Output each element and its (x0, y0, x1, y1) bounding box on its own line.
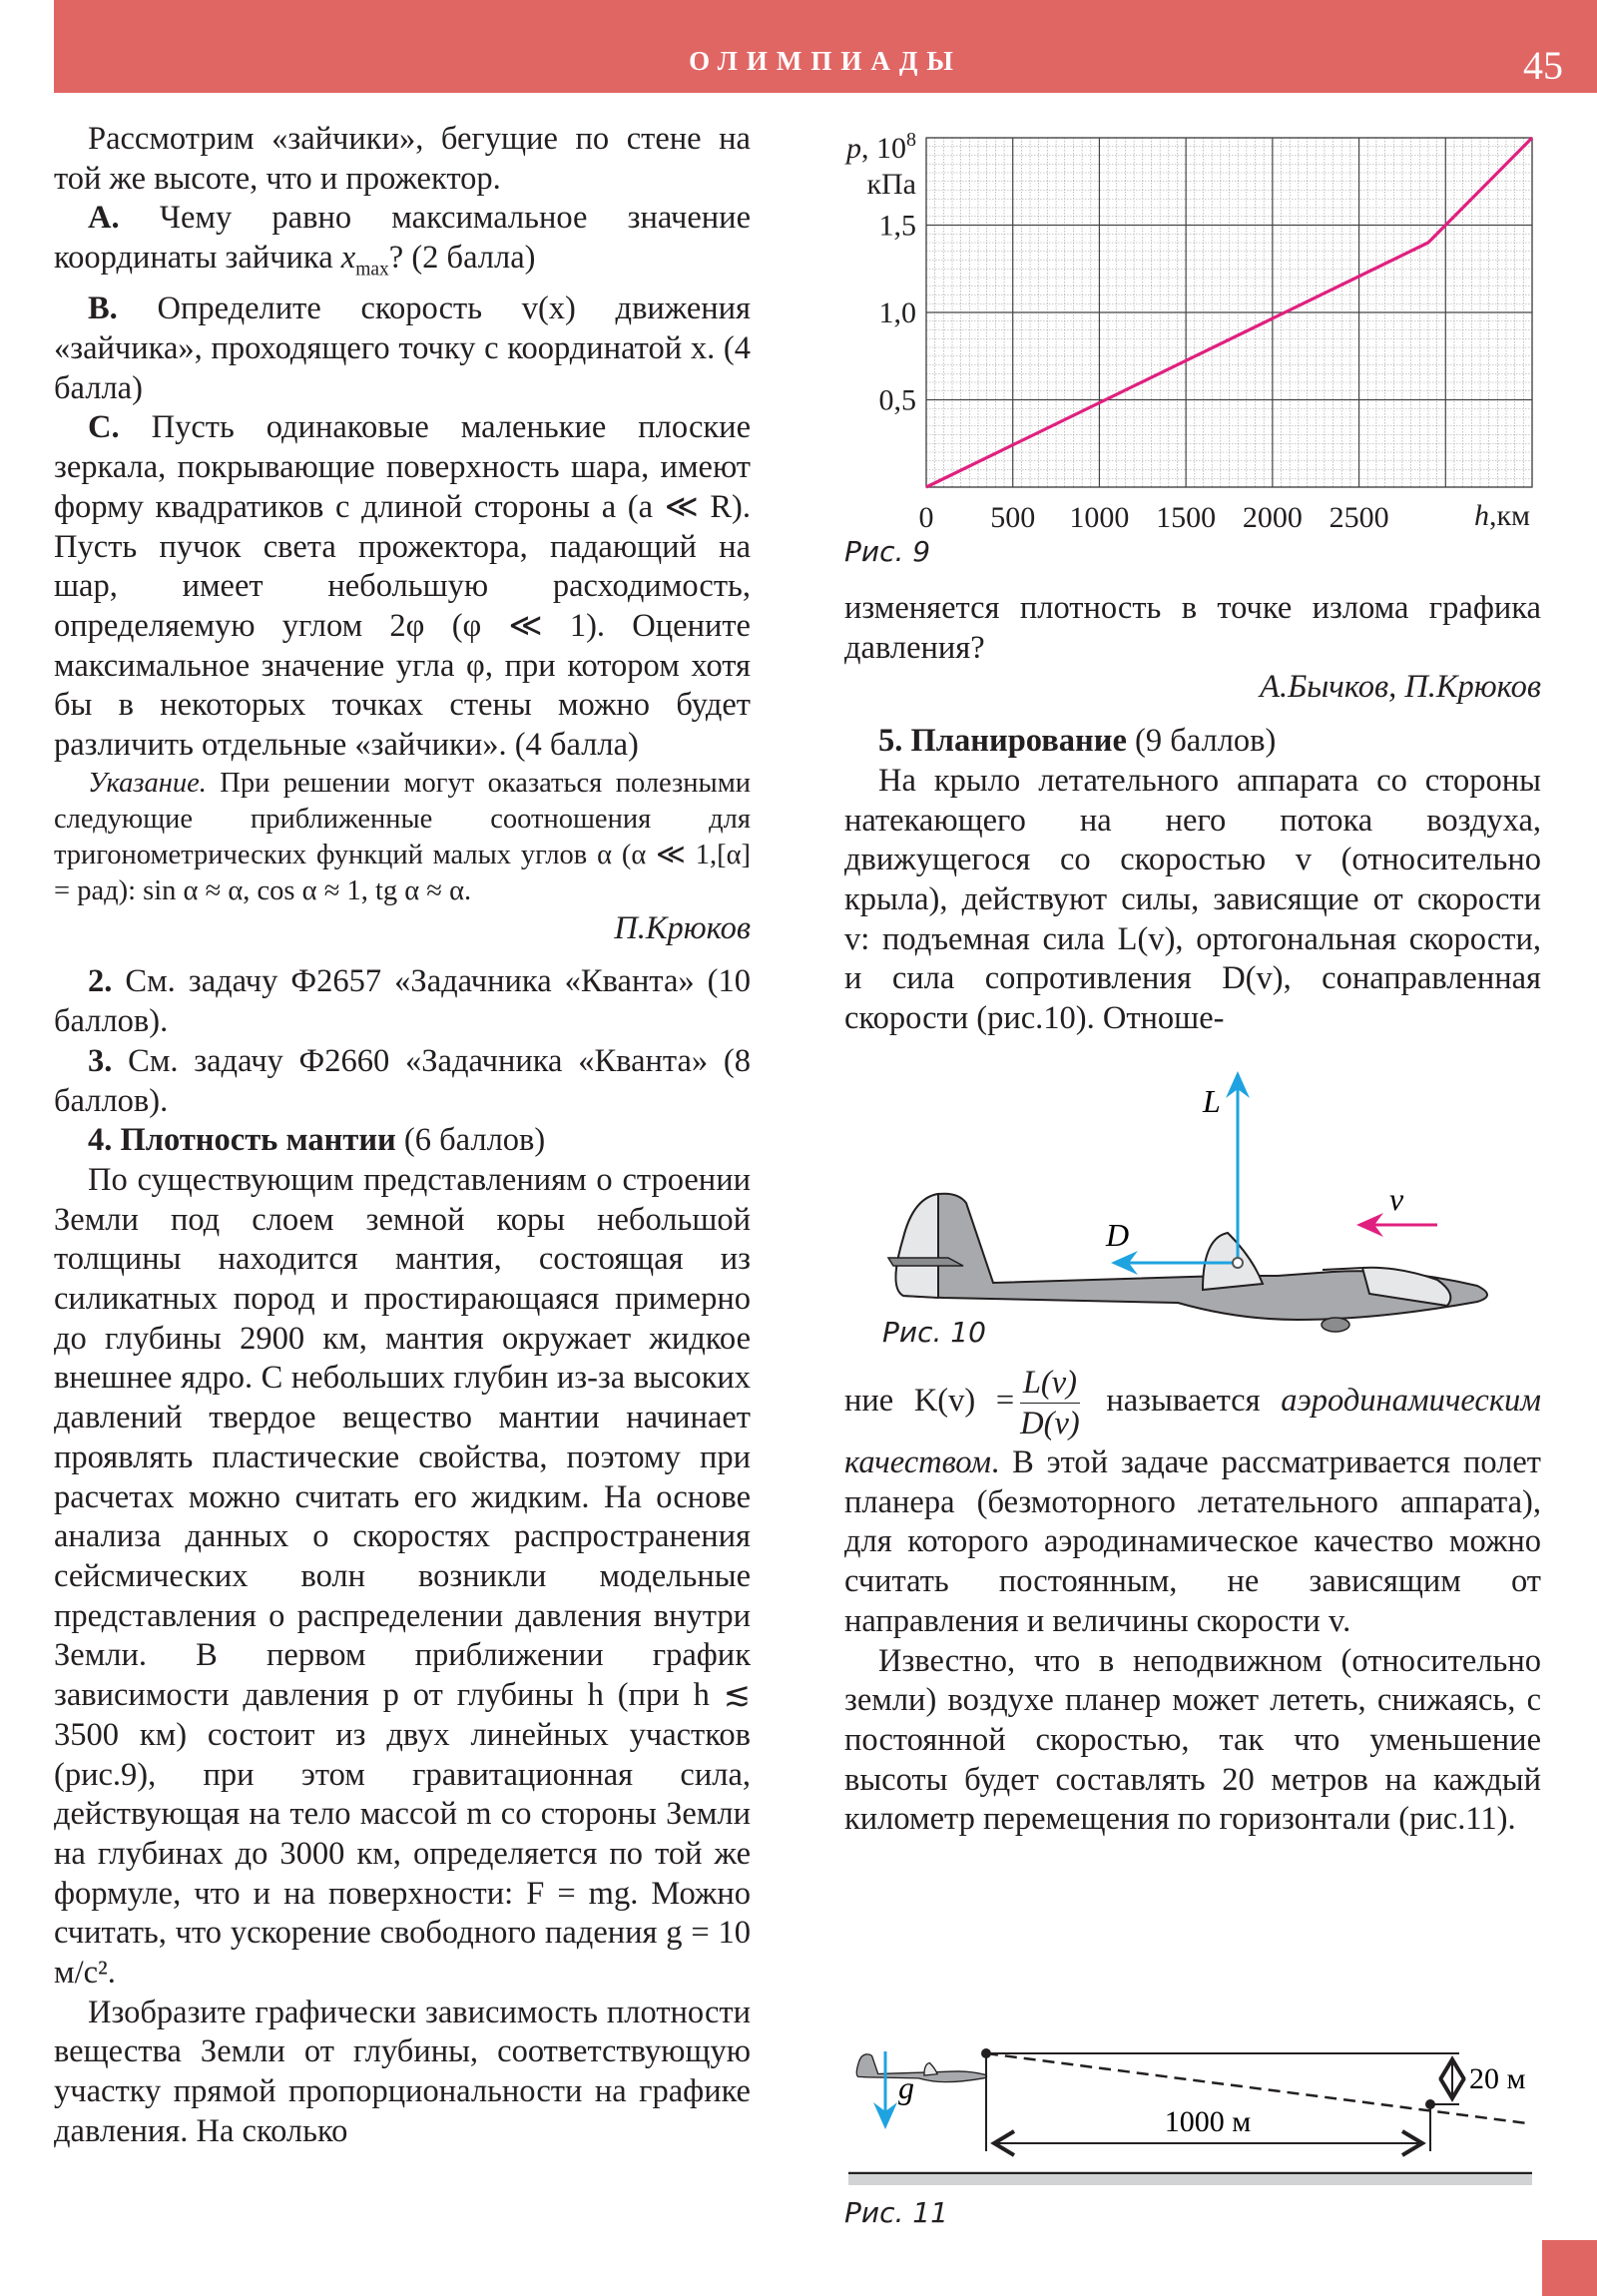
x-tick-label: 1000 (1069, 501, 1130, 534)
ground (848, 2174, 1532, 2185)
x-axis-label: h,км (1473, 499, 1530, 532)
pressure-depth-chart (838, 120, 1557, 539)
y-axis-label: p, $10^8$ (846, 129, 916, 165)
paragraph: Рассмотрим «зайчики», бегущие по стене на той же высоте, что и прожектор. (54, 121, 751, 197)
glider-forces-figure (858, 1058, 1517, 1358)
task-5-heading: 5. Планирование (9 баллов) (878, 723, 1277, 760)
page-number: 45 (1523, 43, 1563, 88)
formula-fraction: $\frac{L(v)}{D(v)}$ (1020, 1365, 1080, 1441)
task-4-heading: 4. Плотность мантии (6 баллов) (88, 1122, 546, 1159)
x-tick-label: 1500 (1156, 501, 1217, 534)
author: П.Крюков (614, 909, 751, 946)
drag-label: D (1106, 1217, 1130, 1253)
drop-label: 20 м (1469, 2062, 1526, 2095)
distance-label: 1000 м (1164, 2105, 1252, 2138)
hint: Указание. При решении могут оказаться полезными следующие приближенные соотношения для тригонометрических функций малых углов α (α ≪ 1,[α] = рад): sin α ≈ α, cos α ≈ 1, tg α ≈ α. (54, 767, 751, 906)
y-axis-unit: кПа (866, 168, 916, 201)
x-tick-label: 0 (918, 501, 934, 534)
x-tick-label: 2000 (1242, 501, 1303, 534)
y-tick-label: 0,5 (878, 383, 916, 417)
formula-line: ние K(v) = $\frac{L(v)}{D(v)}$ называется аэродинамическим качеством. В этой задаче рассматривается полет планера (безмоторного летательного аппарата), для которого аэродинамическое качество можно считать постоянным, не зависящим от направления и величины скорости v. (844, 1365, 1542, 1639)
right-column-bottom (844, 1363, 1541, 1840)
glider-icon (856, 2054, 986, 2082)
glide-path-figure (838, 1967, 1557, 2206)
figure-caption: Рис. 9 (844, 535, 931, 568)
glide-path-line (986, 2053, 1527, 2123)
right-column-top (844, 589, 1541, 1039)
velocity-label: v (1389, 1181, 1404, 1217)
paragraph: На крыло летательного аппарата со стороны натекающего на него потока воздуха, движущегося со скоростью v (относительно крыла), действуют силы, зависящие от скорости v: подъемная сила L(v), ортогональная скорости, и сила сопротивления D(v), сонаправленная скорости (рис.10). Отноше- (844, 762, 1541, 1037)
section-title: ОЛИМПИАДЫ (689, 46, 962, 76)
corner-tab (1542, 2240, 1597, 2296)
paragraph: По существующим представлениям о строении Земли под слоем земной коры небольшой толщины находится мантия, состоящая из силикатных пород и простирающаяся примерно до глубины 2900 км, мантия окружает жидкое внешнее ядро. С небольших глубин из-за высоких давлений твердое вещество мантии начинает проявлять пластические свойства, поэтому при расчетах можно считать его жидким. На основе анализа данных о скоростях распространения сейсмических волн возникли модельные представления о распределении давления внутри Земли. В первом приближении график зависимости давления p от глубины h (при h ≲ 3500 км) состоит из двух линейных участков (рис.9), при этом гравитационная сила, действующая на тело массой m со стороны Земли на глубинах до 3000 км, определяется по той же формуле, что и на поверхности: F = mg. Можно считать, что ускорение свободного падения g = 10 м/с². (54, 1161, 751, 1992)
figure-caption: Рис. 11 (844, 2196, 948, 2229)
y-tick-label: 1,5 (878, 209, 916, 243)
paragraph: Известно, что в неподвижном (относительно земли) воздухе планер может лететь, снижаясь, с постоянной скоростью, так что уменьшение высоты будет составлять 20 метров на каждый километр перемещения по горизонтали (рис.11). (844, 1642, 1541, 1838)
figure-caption: Рис. 10 (882, 1316, 986, 1349)
question-a: А. Чему равно максимальное значение координаты зайчика $x_{max}$? (2 балла) (54, 200, 751, 281)
task-2: 2. См. задачу Ф2657 «Задачника «Кванта» (10 баллов). (54, 963, 751, 1040)
lift-label: L (1203, 1083, 1221, 1119)
author: А.Бычков, П.Крюков (1260, 669, 1541, 706)
y-tick-label: 1,0 (878, 296, 916, 329)
left-column (54, 120, 751, 2152)
x-tick-label: 2500 (1329, 501, 1389, 534)
task-3: 3. См. задачу Ф2660 «Задачника «Кванта» (8 баллов). (54, 1042, 751, 1119)
x-tick-label: 500 (990, 501, 1036, 534)
gravity-label: g (898, 2069, 914, 2105)
paragraph: Изобразите графически зависимость плотности вещества Земли от глубины, соответствующую участку прямой пропорциональности на графике давления. На сколько (54, 1994, 751, 2149)
page-header (54, 0, 1597, 93)
paragraph: изменяется плотность в точке излома графика давления? (844, 590, 1541, 666)
question-c: С. Пусть одинаковые маленькие плоские зеркала, покрывающие поверхность шара, имеют форму квадратиков с длиной стороны a (a ≪ R). Пусть пучок света прожектора, падающий на шар, имеет небольшую расходимость, определяемую углом 2φ (φ ≪ 1). Оцените максимальное значение угла φ, при котором хотя бы в некоторых точках стены можно будет различить отдельные «зайчики». (4 балла) (54, 409, 751, 764)
question-b: В. Определите скорость v(x) движения «зайчика», проходящего точку с координатой x. (4 балла) (54, 290, 751, 406)
